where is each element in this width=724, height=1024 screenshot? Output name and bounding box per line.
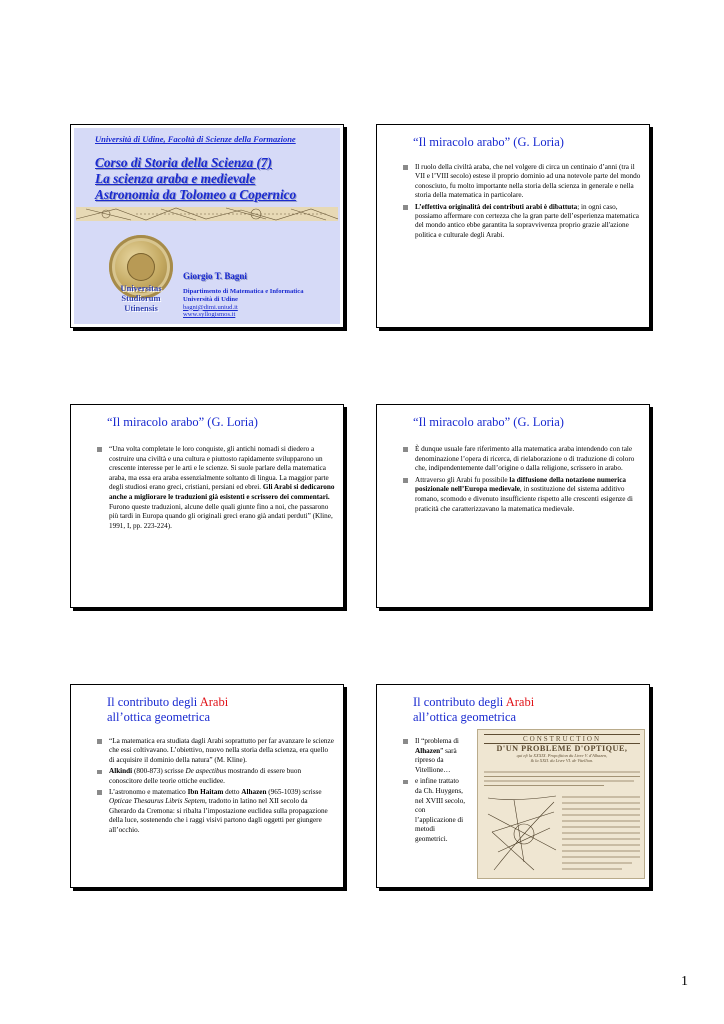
bullet-list <box>95 445 335 533</box>
figure-text-lines <box>484 770 640 790</box>
bullet-list <box>401 163 641 242</box>
huygens-book-page-image <box>477 729 645 879</box>
course-title-line-3: Astronomia da Tolomeo a Copernico <box>95 187 297 202</box>
geometric-sketch-strip <box>76 207 338 221</box>
slide-ottica-geometrica-2 <box>376 684 650 888</box>
slide-title: “Il miracolo arabo” (G. Loria) <box>413 415 564 429</box>
university-latin-name: Universitas Studiorum Utinensis <box>120 283 162 313</box>
bullet-item: Alkindi (800-873) scrisse De aspectibus mostrando di essere buon conoscitore delle teorie ottiche euclidee. <box>95 767 335 786</box>
author-name: Giorgio T. Bagni <box>183 271 247 281</box>
bullet-list <box>401 445 641 516</box>
course-title-line-1: Corso di Storia della Scienza (7) <box>95 155 272 170</box>
slide-miracolo-arabo-3 <box>376 404 650 608</box>
department-info: Dipartimento di Matematica e Informatica Università di Udine bagni@dimi.uniud.it www.syllogismos.it <box>183 288 343 319</box>
bullet-item: “Una volta completate le loro conquiste, gli antichi nomadi si diedero a costruire una civiltà e una cultura e piuttosto rapidamente svilupparono un crescente interesse per le arti e le scienze. Si suole parlare della matematica araba, ma essa era araba essenzialmente soltanto di lingua. La maggior parte degli studiosi erano greci, cristiani, persiani ed ebrei. Gli Arabi si dedicarono anche a migliorare le traduzioni già esistenti e scrissero dei commentari. Furono queste traduzioni, alcune delle quali giunte fino a noi, che passarono più tardi in Europa quando gli originali greci erano già andati perduti” (Kline, 1991, I, pp. 223-224). <box>95 445 335 531</box>
bullet-item: È dunque usuale fare riferimento alla matematica araba intendendo con tale denominazione l’opera di ricerca, di rielaborazione o di traduzione di coloro che, indipendentemente dall’origine o dalla religione, scrissero in arabo. <box>401 445 641 474</box>
slide-title: “Il miracolo arabo” (G. Loria) <box>413 135 564 149</box>
bullet-item: L’astronomo e matematico Ibn Haitam detto Alhazen (965-1039) scrisse Opticae Thesaurus Libris Septem, tradotto in latino nel XII secolo da Gherardo da Cremona: si ribalta l’impostazione euclidea sulla propagazione della luce, sostenendo che i raggi visivi partono dagli oggetti per giungere all’occhio. <box>95 788 335 835</box>
title-slide <box>70 124 344 328</box>
slide-miracolo-arabo-2 <box>70 404 344 608</box>
bullet-item: Attraverso gli Arabi fu possibile la diffusione della notazione numerica posizionale nell’Europa medievale, in sostituzione del sistema additivo romano, scomodo e divenuto insufficiente rispetto alle crescenti esigenze di praticità che caratterizzavano la matematica medievale. <box>401 476 641 514</box>
figure-side-text <box>562 794 640 874</box>
bullet-item: “La matematica era studiata dagli Arabi soprattutto per far avanzare le scienze che essi coltivavano. L’obiettivo, nuovo nella storia della scienza, era quello di acquisire il dominio della natura” (M. Kline). <box>95 737 335 765</box>
bullet-item: Il ruolo della civiltà araba, che nel volgere di circa un centinaio d’anni (tra il VII e l’VIII secolo) estese il proprio dominio ad una notevole parte del mondo conosciuto, fu molto importante nella storia della scienza in generale e nella storia della matematica in particolare. <box>401 163 641 201</box>
figure-heading: CONSTRUCTION D'UN PROBLEME D'OPTIQUE, qui eft la XXXIX. Propofition du Livre V. d'Alhazen, & la XXII. du Livre VI. de Vitellion. <box>484 734 640 763</box>
bullet-list <box>95 737 335 837</box>
slide-title: Il contributo degli Arabi all’ottica geometrica <box>107 695 229 724</box>
bullet-item: L’effettiva originalità dei contributi arabi è dibattuta; in ogni caso, possiamo affermare con certezza che la gran parte dell’esperienza matematica del mondo antico ebbe garantita la sopravvivenza proprio grazie all'azione politica e culturale degli Arabi. <box>401 203 641 241</box>
course-title-line-2: La scienza araba e medievale <box>95 171 256 186</box>
course-title <box>95 155 335 203</box>
slide-ottica-geometrica-1 <box>70 684 344 888</box>
university-line: Università di Udine, Facoltà di Scienze della Formazione <box>95 134 296 144</box>
email-link[interactable]: bagni@dimi.uniud.it <box>183 303 238 311</box>
bullet-item: Il “problema di Alhazen” sarà ripreso da Vitellione… <box>401 737 467 775</box>
slide-title: Il contributo degli Arabi all’ottica geometrica <box>413 695 535 724</box>
slide-title: “Il miracolo arabo” (G. Loria) <box>107 415 258 429</box>
slide-miracolo-arabo-1 <box>376 124 650 328</box>
bullet-list <box>401 737 467 847</box>
page-number: 1 <box>681 974 688 989</box>
optics-diagram <box>484 792 560 874</box>
bullet-item: e infine trattato da Ch. Huygens, nel XVIII secolo, con l’applicazione di metodi geometrici. <box>401 777 467 844</box>
website-link[interactable]: www.syllogismos.it <box>183 311 236 319</box>
